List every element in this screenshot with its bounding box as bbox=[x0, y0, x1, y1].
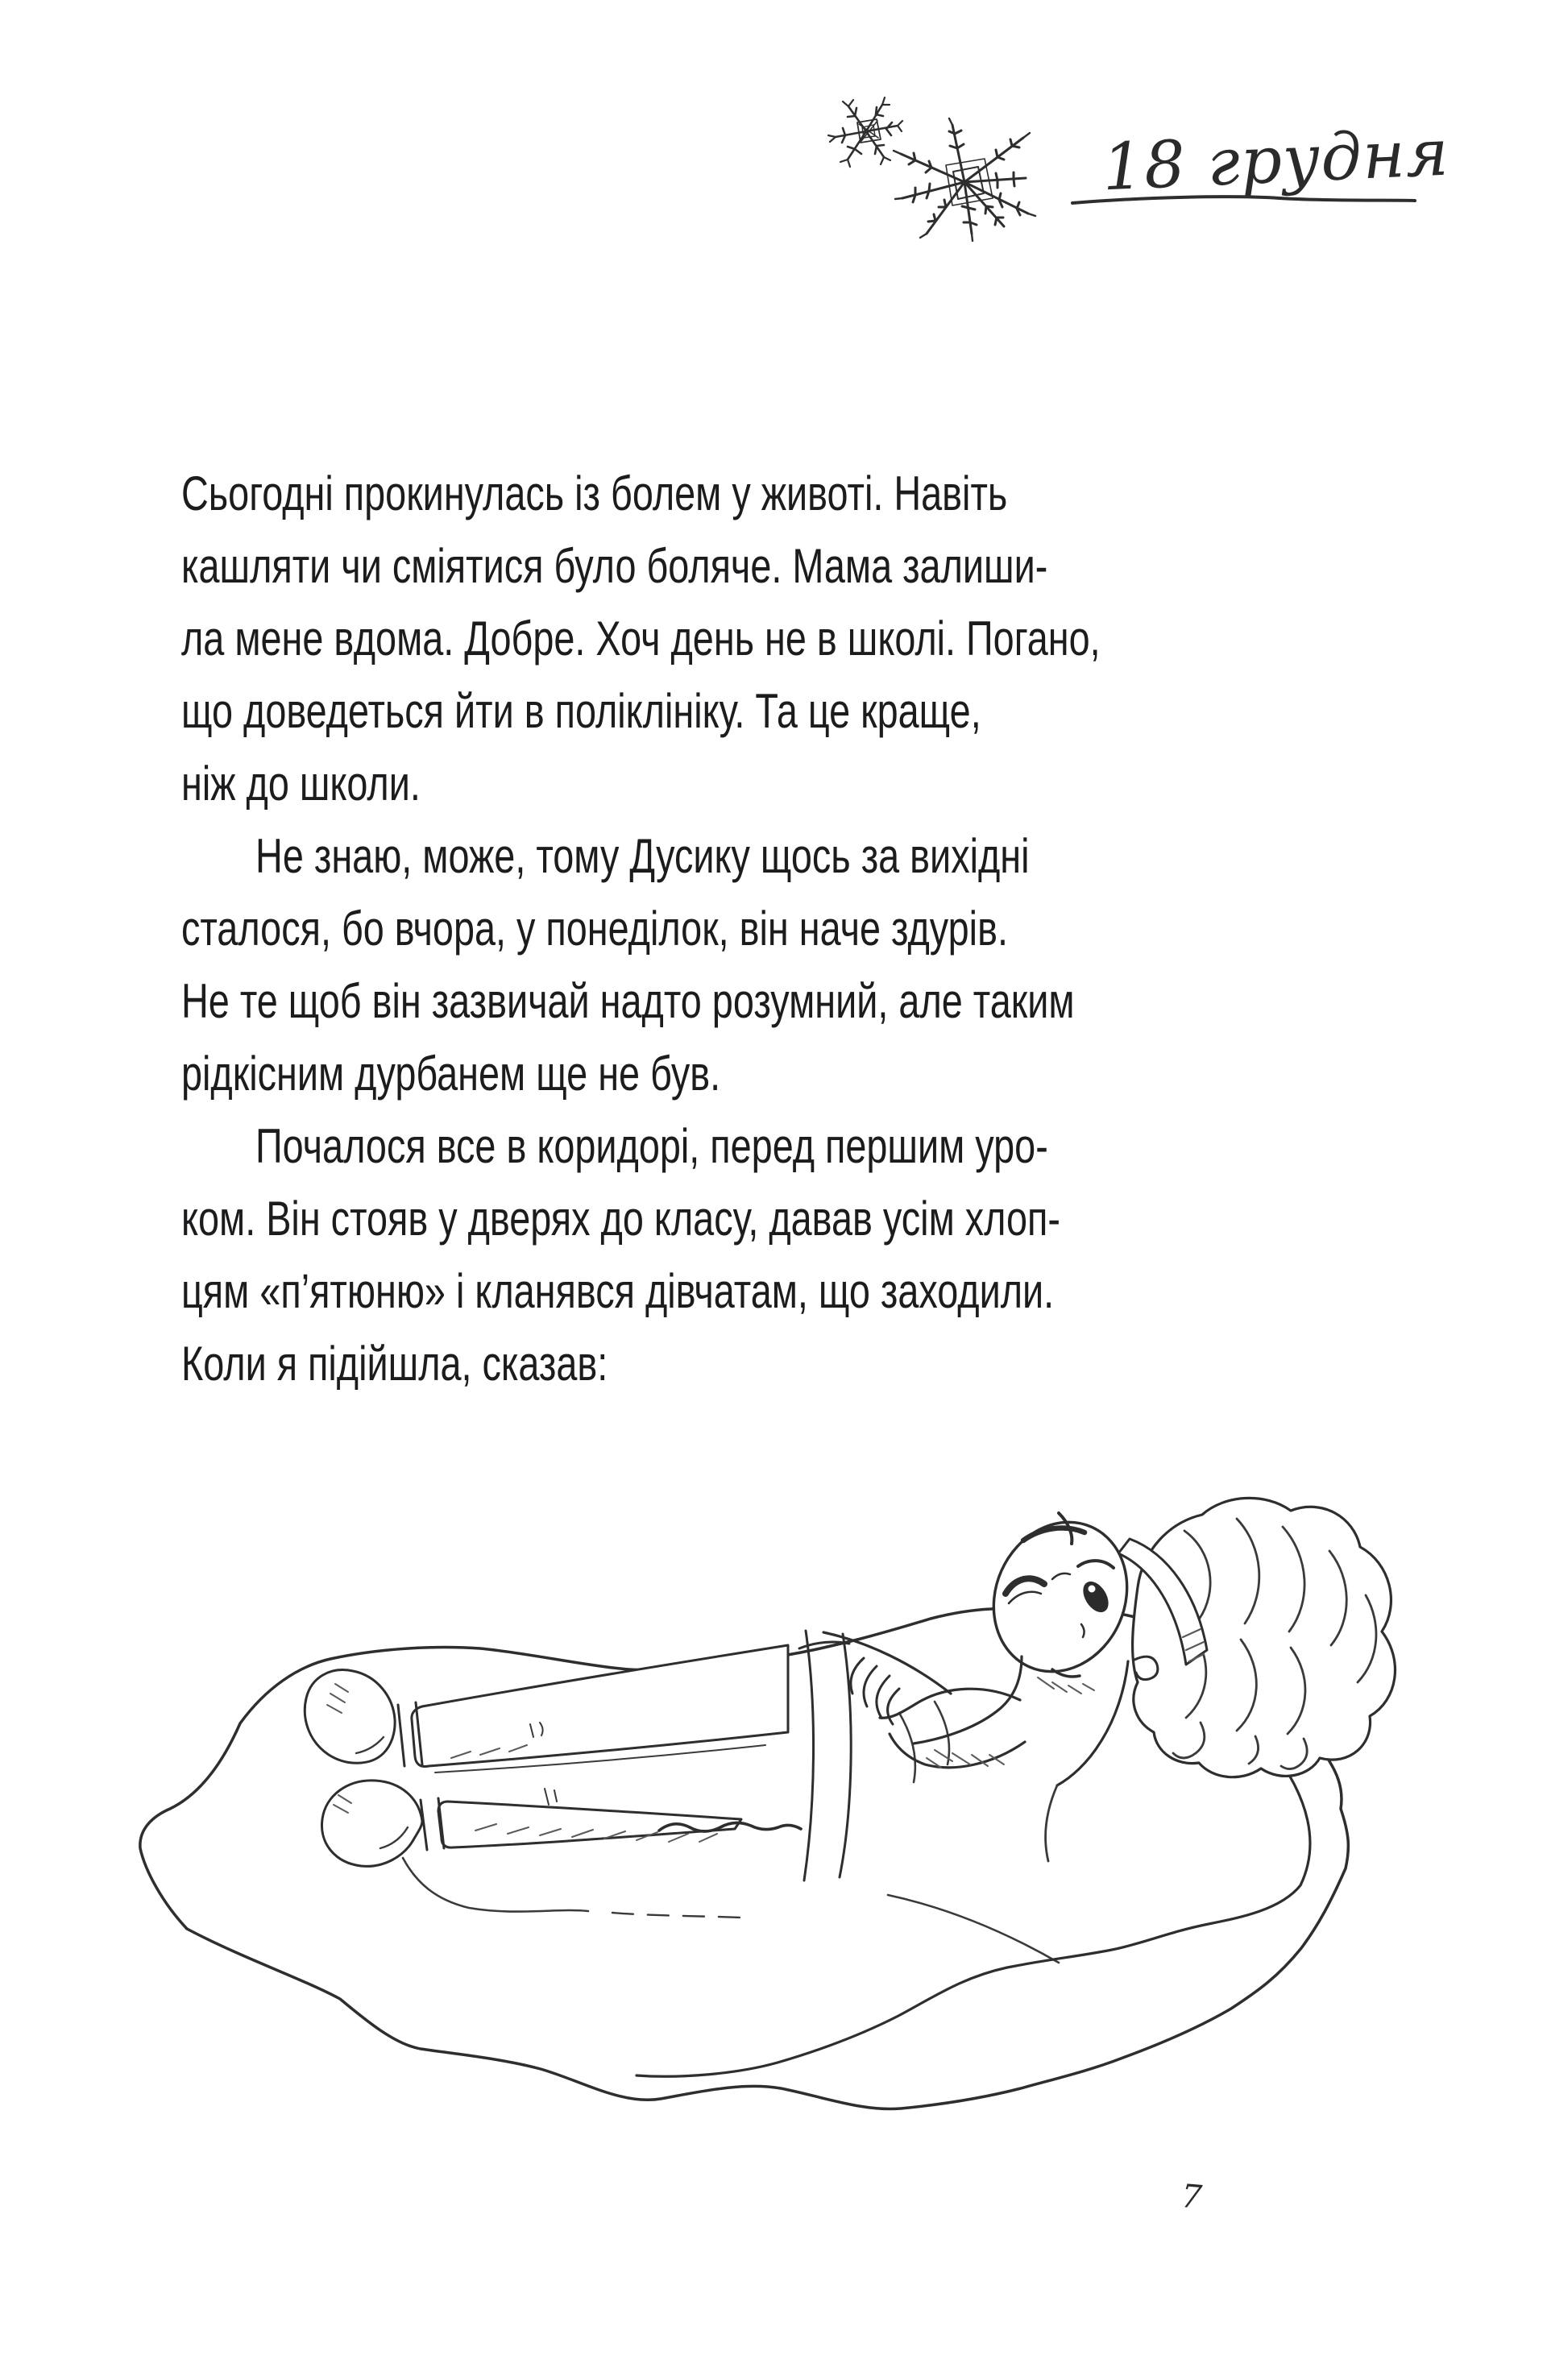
illustration-girl-lying-sketch bbox=[97, 1466, 1434, 2143]
entry-date: 18 грудня bbox=[1101, 114, 1451, 205]
paragraph bbox=[181, 1110, 1547, 1400]
body-text bbox=[181, 458, 1547, 1400]
text-line: Не те щоб він зазвичай надто розумний, але таким bbox=[181, 974, 1075, 1028]
date-underline bbox=[1068, 192, 1420, 209]
snowflake-icons bbox=[806, 95, 1064, 264]
snowflake-small-icon bbox=[828, 97, 902, 167]
text-line: ніж до школи. bbox=[181, 757, 421, 811]
text-line: Почалося все в коридорі, перед першим уро- bbox=[255, 1119, 1048, 1173]
text-line: Сьогодні прокинулась із болем у животі. Навіть bbox=[181, 466, 1008, 520]
paragraph bbox=[181, 820, 1547, 1110]
page-number: 7 bbox=[1180, 2177, 1204, 2217]
text-line: ком. Він стояв у дверях до класу, давав усім хлоп- bbox=[181, 1192, 1060, 1246]
text-line: рідкісним дурбанем ще не був. bbox=[181, 1047, 721, 1101]
text-line: кашляти чи сміятися було боляче. Мама залиши- bbox=[181, 539, 1048, 593]
text-line: ла мене вдома. Добре. Хоч день не в школі. Погано, bbox=[181, 612, 1101, 665]
text-line: сталося, бо вчора, у понеділок, він наче здурів. bbox=[181, 902, 1008, 956]
snowflake-large-icon bbox=[894, 118, 1035, 241]
paragraph bbox=[181, 458, 1547, 820]
ponytail-hair bbox=[1133, 1498, 1396, 1777]
text-line: Не знаю, може, тому Дусику щось за вихідні bbox=[255, 829, 1030, 883]
text-line: Коли я підійшла, сказав: bbox=[181, 1337, 608, 1391]
text-line: що доведеться йти в поліклініку. Та це краще, bbox=[181, 684, 981, 738]
text-line: цям «п’ятюню» і кланявся дівчатам, що заходили. bbox=[181, 1264, 1055, 1318]
